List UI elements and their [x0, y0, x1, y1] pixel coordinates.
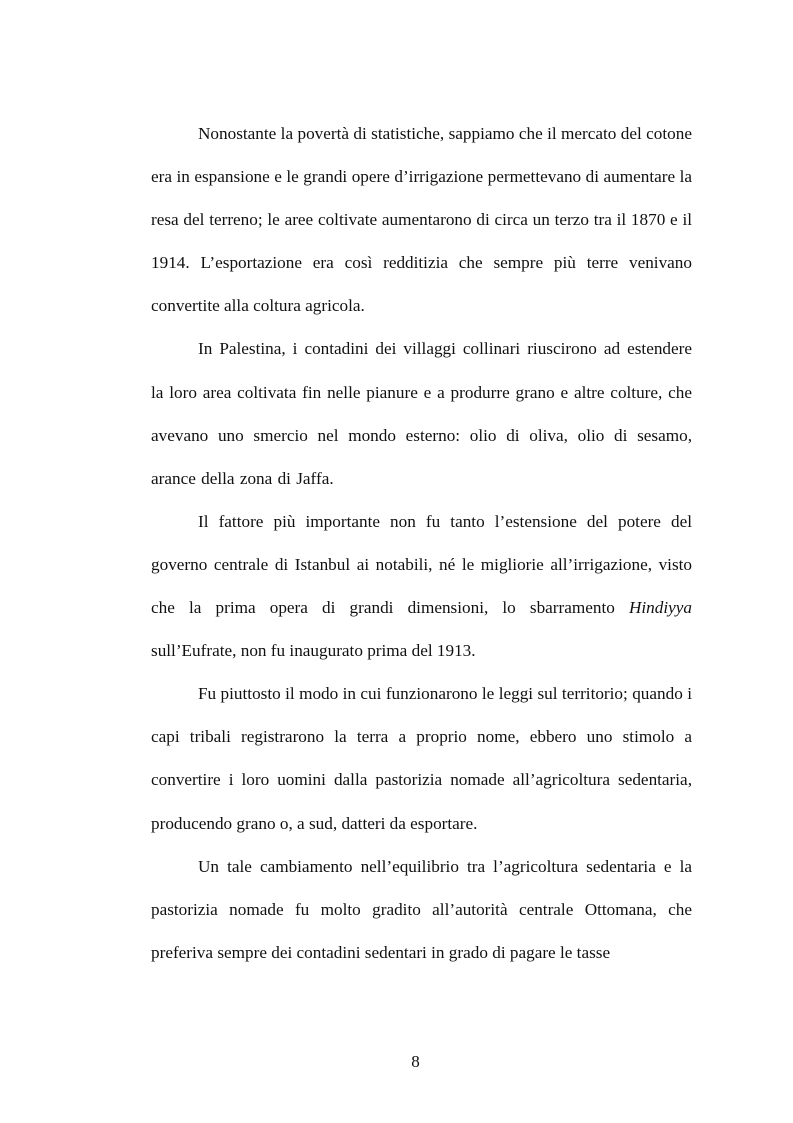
paragraph: Fu piuttosto il modo in cui funzionarono le leggi sul territorio; quando i capi tribali registrarono la terra a proprio nome, ebbero uno stimolo a convertire i loro uomini dalla pastorizia nomade all’agricoltura sedentaria, producendo grano o, a sud, datteri da esportare. [151, 684, 692, 833]
paragraph-text: sull’Eufrate, non fu inaugurato prima del 1913. [151, 641, 476, 661]
paragraph-text: Il fattore più importante non fu tanto l’estensione del potere del governo centrale di Istanbul ai notabili, né le migliorie all’irrigazione, visto che la prima opera di grandi dimensioni, lo sbarramento [151, 511, 692, 618]
paragraph: Nonostante la povertà di statistiche, sappiamo che il mercato del cotone era in espansione e le grandi opere d’irrigazione permettevano di aumentare la resa del terreno; le aree coltivate aumentarono di circa un terzo tra il 1870 e il 1914. L’esportazione era così redditizia che sempre più terre venivano convertite alla coltura agricola. [151, 124, 692, 316]
page-number: 8 [411, 1052, 420, 1071]
paragraph: Un tale cambiamento nell’equilibrio tra l’agricoltura sedentaria e la pastorizia nomade fu molto gradito all’autorità centrale Ottomana, che preferiva sempre dei contadini sedentari in grado di pagare le tasse [151, 856, 692, 962]
paragraph [151, 500, 692, 672]
paragraph: In Palestina, i contadini dei villaggi collinari riuscirono ad estendere la loro area coltivata fin nelle pianure e a produrre grano e altre colture, che avevano uno smercio nel mondo esterno: olio di oliva, olio di sesamo, arance della zona di Jaffa. [151, 339, 692, 488]
body-text [151, 112, 692, 974]
italic-term: Hindiyya [628, 598, 692, 618]
